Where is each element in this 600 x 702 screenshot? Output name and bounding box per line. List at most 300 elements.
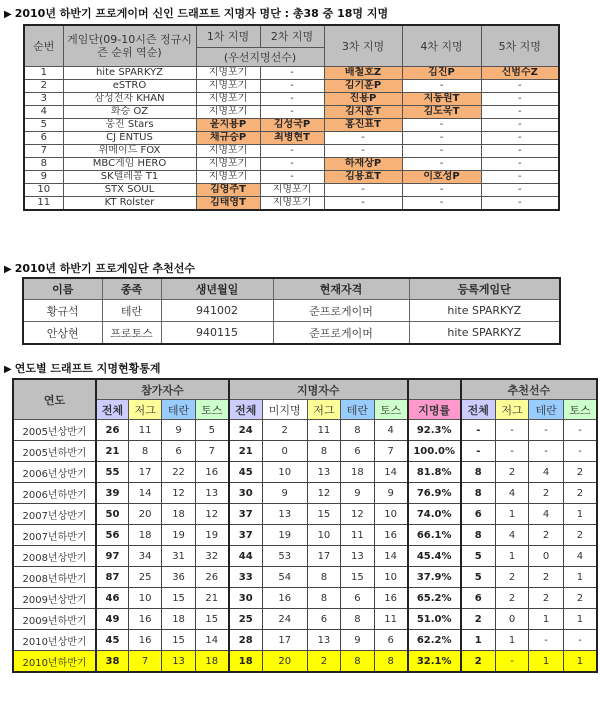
cell-round1: 지명포기 xyxy=(196,79,260,92)
cell-year: 2006년하반기 xyxy=(13,483,96,504)
cell-recommended-protoss: 2 xyxy=(563,588,597,609)
cell-birthdate: 940115 xyxy=(161,322,273,345)
cell-round1: 지명포기 xyxy=(196,92,260,105)
cell-drafted-protoss: 8 xyxy=(374,651,408,673)
cell-participants-terran: 15 xyxy=(162,588,195,609)
cell-round5: - xyxy=(481,131,559,144)
cell-round1: 김영주T xyxy=(196,183,260,196)
cell-year: 2008년하반기 xyxy=(13,567,96,588)
cell-participants-zerg: 10 xyxy=(128,588,161,609)
cell-recommended-terran: - xyxy=(529,630,564,651)
cell-participants-zerg: 34 xyxy=(128,546,161,567)
cell-team: CJ ENTUS xyxy=(63,131,196,144)
cell-recommended-protoss: 2 xyxy=(563,525,597,546)
stats-row xyxy=(13,504,597,525)
cell-rate: 37.9% xyxy=(408,567,461,588)
cell-participants-all: 87 xyxy=(96,567,128,588)
cell-drafted-protoss: 16 xyxy=(374,588,408,609)
cell-race: 프로토스 xyxy=(102,322,161,345)
cell-order: 11 xyxy=(24,196,63,210)
cell-drafted-protoss: 14 xyxy=(374,546,408,567)
section1-title-text: 2010년 하반기 프로게이머 신인 드래프트 지명자 명단 : 총38 중 18명 지명 xyxy=(14,7,389,20)
header-participants: 참가자수 xyxy=(96,379,229,400)
cell-participants-protoss: 7 xyxy=(195,441,228,462)
cell-participants-all: 39 xyxy=(96,483,128,504)
stats-row xyxy=(13,546,597,567)
cell-recommended-all: 8 xyxy=(461,462,496,483)
cell-drafted-protoss: 11 xyxy=(374,609,408,630)
draft-row xyxy=(24,196,559,210)
cell-round5: 신범수Z xyxy=(481,66,559,79)
cell-recommended-zerg: 4 xyxy=(495,483,528,504)
stats-row xyxy=(13,651,597,673)
cell-round1: 채규승P xyxy=(196,131,260,144)
cell-recommended-terran: 2 xyxy=(529,588,564,609)
cell-recommended-all: 8 xyxy=(461,483,496,504)
header-registered-team: 등록게임단 xyxy=(409,278,560,300)
cell-participants-zerg: 11 xyxy=(128,420,161,441)
stats-row xyxy=(13,588,597,609)
draft-row xyxy=(24,157,559,170)
cell-participants-terran: 9 xyxy=(162,420,195,441)
cell-drafted-zerg: 12 xyxy=(307,483,340,504)
cell-participants-protoss: 26 xyxy=(195,567,228,588)
cell-recommended-protoss: - xyxy=(563,630,597,651)
cell-status: 준프로게이머 xyxy=(273,300,409,322)
cell-drafted-zerg: 2 xyxy=(307,651,340,673)
cell-round4: 지동원T xyxy=(402,92,481,105)
cell-team: MBC게임 HERO xyxy=(63,157,196,170)
cell-undrafted: 17 xyxy=(262,630,307,651)
cell-round1: 김태영T xyxy=(196,196,260,210)
stats-row xyxy=(13,483,597,504)
cell-drafted-protoss: 10 xyxy=(374,504,408,525)
cell-participants-terran: 6 xyxy=(162,441,195,462)
cell-drafted-all: 18 xyxy=(229,651,262,673)
header-name: 이름 xyxy=(23,278,102,300)
cell-round5: - xyxy=(481,144,559,157)
cell-recommended-all: 2 xyxy=(461,651,496,673)
cell-rate: 92.3% xyxy=(408,420,461,441)
header-round2: 2차 지명 xyxy=(260,25,324,47)
cell-participants-all: 55 xyxy=(96,462,128,483)
cell-year: 2005년하반기 xyxy=(13,441,96,462)
cell-name: 황규석 xyxy=(23,300,102,322)
yearly-draft-stats-table xyxy=(12,378,598,673)
cell-undrafted: 20 xyxy=(262,651,307,673)
cell-drafted-terran: 9 xyxy=(341,483,374,504)
cell-round2: - xyxy=(260,170,324,183)
cell-round5: - xyxy=(481,196,559,210)
cell-participants-terran: 18 xyxy=(162,609,195,630)
cell-team: eSTRO xyxy=(63,79,196,92)
cell-drafted-terran: 15 xyxy=(341,567,374,588)
cell-recommended-protoss: 4 xyxy=(563,546,597,567)
header-recommended-all: 전체 xyxy=(461,400,496,420)
cell-round3: 홍진표T xyxy=(324,118,402,131)
cell-team: STX SOUL xyxy=(63,183,196,196)
cell-drafted-zerg: 8 xyxy=(307,588,340,609)
cell-round2: - xyxy=(260,92,324,105)
cell-round1: 윤지용P xyxy=(196,118,260,131)
cell-drafted-terran: 6 xyxy=(341,588,374,609)
draft-row xyxy=(24,118,559,131)
cell-participants-protoss: 14 xyxy=(195,630,228,651)
cell-drafted-all: 21 xyxy=(229,441,262,462)
cell-participants-zerg: 7 xyxy=(128,651,161,673)
cell-round5: - xyxy=(481,79,559,92)
cell-participants-all: 38 xyxy=(96,651,128,673)
cell-round3: 배철호Z xyxy=(324,66,402,79)
section3-title xyxy=(4,360,161,376)
cell-rate: 65.2% xyxy=(408,588,461,609)
cell-undrafted: 54 xyxy=(262,567,307,588)
stats-row xyxy=(13,420,597,441)
cell-recommended-all: 5 xyxy=(461,546,496,567)
cell-order: 4 xyxy=(24,105,63,118)
cell-drafted-protoss: 6 xyxy=(374,630,408,651)
cell-undrafted: 19 xyxy=(262,525,307,546)
section2-title-text: 2010년 하반기 프로게임단 추천선수 xyxy=(14,262,195,275)
cell-recommended-protoss: 1 xyxy=(563,504,597,525)
cell-round3: - xyxy=(324,183,402,196)
cell-round4: 김진P xyxy=(402,66,481,79)
cell-drafted-terran: 13 xyxy=(341,546,374,567)
cell-participants-protoss: 21 xyxy=(195,588,228,609)
cell-round1: 지명포기 xyxy=(196,66,260,79)
header-undrafted: 미지명 xyxy=(262,400,307,420)
cell-rate: 81.8% xyxy=(408,462,461,483)
cell-participants-terran: 13 xyxy=(162,651,195,673)
cell-participants-zerg: 8 xyxy=(128,441,161,462)
header-round5: 5차 지명 xyxy=(481,25,559,66)
cell-recommended-all: 6 xyxy=(461,588,496,609)
cell-recommended-protoss: 1 xyxy=(563,651,597,673)
cell-round2: 김성국P xyxy=(260,118,324,131)
cell-recommended-protoss: - xyxy=(563,420,597,441)
header-recommended: 추천선수 xyxy=(461,379,597,400)
cell-order: 5 xyxy=(24,118,63,131)
header-round4: 4차 지명 xyxy=(402,25,481,66)
cell-participants-all: 46 xyxy=(96,588,128,609)
cell-team: 웅진 Stars xyxy=(63,118,196,131)
cell-recommended-protoss: - xyxy=(563,441,597,462)
cell-order: 2 xyxy=(24,79,63,92)
header-priority: (우선지명선수) xyxy=(196,47,324,66)
cell-round3: - xyxy=(324,131,402,144)
cell-drafted-zerg: 8 xyxy=(307,567,340,588)
cell-drafted-all: 24 xyxy=(229,420,262,441)
cell-year: 2008년상반기 xyxy=(13,546,96,567)
cell-round4: - xyxy=(402,79,481,92)
header-drafted: 지명자수 xyxy=(229,379,408,400)
header-round3: 3차 지명 xyxy=(324,25,402,66)
header-participants-terran: 테란 xyxy=(162,400,195,420)
section2-title xyxy=(4,260,195,276)
cell-recommended-zerg: 2 xyxy=(495,588,528,609)
cell-drafted-terran: 11 xyxy=(341,525,374,546)
draft-row xyxy=(24,183,559,196)
cell-round3: - xyxy=(324,144,402,157)
cell-team: 화승 OZ xyxy=(63,105,196,118)
cell-race: 테란 xyxy=(102,300,161,322)
cell-recommended-zerg: - xyxy=(495,441,528,462)
header-order: 순번 xyxy=(24,25,63,66)
cell-participants-zerg: 25 xyxy=(128,567,161,588)
cell-participants-protoss: 19 xyxy=(195,525,228,546)
cell-recommended-zerg: 1 xyxy=(495,546,528,567)
cell-participants-protoss: 12 xyxy=(195,504,228,525)
cell-undrafted: 24 xyxy=(262,609,307,630)
cell-recommended-zerg: 0 xyxy=(495,609,528,630)
cell-round4: - xyxy=(402,183,481,196)
cell-round5: - xyxy=(481,118,559,131)
header-drafted-protoss: 토스 xyxy=(374,400,408,420)
cell-order: 8 xyxy=(24,157,63,170)
cell-drafted-zerg: 10 xyxy=(307,525,340,546)
cell-rate: 62.2% xyxy=(408,630,461,651)
cell-rate: 100.0% xyxy=(408,441,461,462)
cell-team: SK텔레콤 T1 xyxy=(63,170,196,183)
header-rate: 지명률 xyxy=(408,400,461,420)
cell-drafted-all: 25 xyxy=(229,609,262,630)
header-participants-zerg: 저그 xyxy=(128,400,161,420)
draft-row xyxy=(24,170,559,183)
draft-row xyxy=(24,92,559,105)
cell-undrafted: 53 xyxy=(262,546,307,567)
cell-rate: 32.1% xyxy=(408,651,461,673)
header-drafted-terran: 테란 xyxy=(341,400,374,420)
cell-recommended-protoss: 1 xyxy=(563,609,597,630)
cell-undrafted: 10 xyxy=(262,462,307,483)
header-recommended-terran: 테란 xyxy=(529,400,564,420)
cell-recommended-terran: 4 xyxy=(529,462,564,483)
cell-recommended-protoss: 1 xyxy=(563,567,597,588)
cell-status: 준프로게이머 xyxy=(273,322,409,345)
cell-round5: - xyxy=(481,170,559,183)
cell-drafted-zerg: 6 xyxy=(307,609,340,630)
cell-participants-terran: 31 xyxy=(162,546,195,567)
triangle-right-icon: ▶ xyxy=(4,264,12,275)
cell-year: 2010년상반기 xyxy=(13,630,96,651)
cell-drafted-terran: 18 xyxy=(341,462,374,483)
stats-row xyxy=(13,441,597,462)
section3-title-text: 연도별 드래프트 지명현황통계 xyxy=(14,362,161,375)
cell-drafted-all: 37 xyxy=(229,504,262,525)
cell-drafted-all: 30 xyxy=(229,588,262,609)
cell-round3: 김용효T xyxy=(324,170,402,183)
cell-recommended-terran: 1 xyxy=(529,609,564,630)
cell-drafted-terran: 8 xyxy=(341,609,374,630)
cell-drafted-zerg: 8 xyxy=(307,441,340,462)
cell-drafted-protoss: 16 xyxy=(374,525,408,546)
cell-participants-protoss: 32 xyxy=(195,546,228,567)
stats-row xyxy=(13,525,597,546)
cell-year: 2005년상반기 xyxy=(13,420,96,441)
draft-row xyxy=(24,79,559,92)
header-team: 게임단(09-10시즌 정규시즌 순위 역순) xyxy=(63,25,196,66)
cell-round2: 지명포기 xyxy=(260,196,324,210)
cell-participants-protoss: 13 xyxy=(195,483,228,504)
header-round1: 1차 지명 xyxy=(196,25,260,47)
cell-round2: 지명포기 xyxy=(260,183,324,196)
cell-year: 2009년하반기 xyxy=(13,609,96,630)
header-drafted-all: 전체 xyxy=(229,400,262,420)
cell-drafted-all: 28 xyxy=(229,630,262,651)
cell-round1: 지명포기 xyxy=(196,170,260,183)
cell-drafted-zerg: 11 xyxy=(307,420,340,441)
cell-drafted-terran: 9 xyxy=(341,630,374,651)
cell-recommended-terran: 4 xyxy=(529,504,564,525)
header-race: 종족 xyxy=(102,278,161,300)
cell-rate: 74.0% xyxy=(408,504,461,525)
cell-round1: 지명포기 xyxy=(196,157,260,170)
cell-registered-team: hite SPARKYZ xyxy=(409,322,560,345)
cell-participants-zerg: 20 xyxy=(128,504,161,525)
cell-round5: - xyxy=(481,157,559,170)
cell-order: 7 xyxy=(24,144,63,157)
cell-participants-terran: 19 xyxy=(162,525,195,546)
stats-row xyxy=(13,609,597,630)
cell-round5: - xyxy=(481,92,559,105)
cell-team: 위메이드 FOX xyxy=(63,144,196,157)
cell-recommended-terran: 2 xyxy=(529,483,564,504)
cell-drafted-all: 44 xyxy=(229,546,262,567)
cell-round3: 하재상P xyxy=(324,157,402,170)
cell-participants-zerg: 18 xyxy=(128,525,161,546)
cell-order: 9 xyxy=(24,170,63,183)
header-year: 연도 xyxy=(13,379,96,420)
cell-year: 2009년상반기 xyxy=(13,588,96,609)
recommended-players-table xyxy=(22,277,561,345)
cell-rate: 51.0% xyxy=(408,609,461,630)
cell-drafted-terran: 6 xyxy=(341,441,374,462)
cell-drafted-terran: 8 xyxy=(341,651,374,673)
cell-participants-protoss: 5 xyxy=(195,420,228,441)
cell-round4: - xyxy=(402,196,481,210)
cell-round4: 김도욱T xyxy=(402,105,481,118)
cell-participants-terran: 15 xyxy=(162,630,195,651)
cell-drafted-zerg: 17 xyxy=(307,546,340,567)
cell-drafted-protoss: 14 xyxy=(374,462,408,483)
cell-participants-terran: 36 xyxy=(162,567,195,588)
draft-row xyxy=(24,131,559,144)
cell-drafted-protoss: 4 xyxy=(374,420,408,441)
cell-participants-all: 50 xyxy=(96,504,128,525)
cell-round1: 지명포기 xyxy=(196,144,260,157)
cell-recommended-terran: 1 xyxy=(529,651,564,673)
cell-participants-all: 56 xyxy=(96,525,128,546)
header-recommended-protoss: 토스 xyxy=(563,400,597,420)
cell-team: 삼성전자 KHAN xyxy=(63,92,196,105)
cell-year: 2007년상반기 xyxy=(13,504,96,525)
cell-recommended-all: - xyxy=(461,441,496,462)
cell-recommended-all: 8 xyxy=(461,525,496,546)
cell-round2: 최병현T xyxy=(260,131,324,144)
cell-round1: 지명포기 xyxy=(196,105,260,118)
cell-drafted-terran: 8 xyxy=(341,420,374,441)
cell-participants-zerg: 16 xyxy=(128,609,161,630)
cell-undrafted: 16 xyxy=(262,588,307,609)
cell-recommended-all: 6 xyxy=(461,504,496,525)
cell-drafted-terran: 12 xyxy=(341,504,374,525)
header-recommended-zerg: 저그 xyxy=(495,400,528,420)
cell-recommended-terran: - xyxy=(529,420,564,441)
cell-team: hite SPARKYZ xyxy=(63,66,196,79)
cell-order: 1 xyxy=(24,66,63,79)
cell-drafted-all: 45 xyxy=(229,462,262,483)
cell-recommended-zerg: 1 xyxy=(495,630,528,651)
cell-participants-protoss: 15 xyxy=(195,609,228,630)
cell-participants-protoss: 18 xyxy=(195,651,228,673)
cell-undrafted: 9 xyxy=(262,483,307,504)
cell-year: 2006년상반기 xyxy=(13,462,96,483)
cell-recommended-all: 1 xyxy=(461,630,496,651)
cell-recommended-protoss: 2 xyxy=(563,483,597,504)
cell-team: KT Rolster xyxy=(63,196,196,210)
cell-order: 10 xyxy=(24,183,63,196)
cell-undrafted: 2 xyxy=(262,420,307,441)
cell-order: 6 xyxy=(24,131,63,144)
cell-participants-terran: 12 xyxy=(162,483,195,504)
cell-participants-all: 21 xyxy=(96,441,128,462)
draft-row xyxy=(24,144,559,157)
cell-order: 3 xyxy=(24,92,63,105)
cell-participants-all: 26 xyxy=(96,420,128,441)
cell-recommended-zerg: 1 xyxy=(495,504,528,525)
cell-round4: - xyxy=(402,131,481,144)
cell-round4: - xyxy=(402,157,481,170)
cell-recommended-zerg: - xyxy=(495,420,528,441)
cell-round3: - xyxy=(324,196,402,210)
cell-year: 2007년하반기 xyxy=(13,525,96,546)
header-participants-all: 전체 xyxy=(96,400,128,420)
cell-year: 2010년하반기 xyxy=(13,651,96,673)
header-rate-spacer xyxy=(408,379,461,400)
cell-round4: - xyxy=(402,144,481,157)
draft-row xyxy=(24,66,559,79)
header-drafted-zerg: 저그 xyxy=(307,400,340,420)
cell-drafted-all: 33 xyxy=(229,567,262,588)
cell-recommended-terran: 0 xyxy=(529,546,564,567)
cell-recommended-all: 2 xyxy=(461,609,496,630)
cell-drafted-all: 37 xyxy=(229,525,262,546)
cell-rate: 66.1% xyxy=(408,525,461,546)
cell-recommended-zerg: - xyxy=(495,651,528,673)
cell-recommended-terran: 2 xyxy=(529,525,564,546)
cell-birthdate: 941002 xyxy=(161,300,273,322)
cell-undrafted: 13 xyxy=(262,504,307,525)
recommended-row xyxy=(23,300,560,322)
cell-drafted-zerg: 13 xyxy=(307,630,340,651)
cell-round2: - xyxy=(260,157,324,170)
header-status: 현재자격 xyxy=(273,278,409,300)
cell-recommended-all: - xyxy=(461,420,496,441)
cell-round2: - xyxy=(260,66,324,79)
section1-title xyxy=(4,5,388,21)
cell-round5: - xyxy=(481,183,559,196)
cell-participants-protoss: 16 xyxy=(195,462,228,483)
cell-drafted-protoss: 9 xyxy=(374,483,408,504)
stats-row xyxy=(13,462,597,483)
cell-round4: 이호성P xyxy=(402,170,481,183)
cell-registered-team: hite SPARKYZ xyxy=(409,300,560,322)
cell-participants-terran: 22 xyxy=(162,462,195,483)
cell-rate: 45.4% xyxy=(408,546,461,567)
draft-row xyxy=(24,105,559,118)
triangle-right-icon: ▶ xyxy=(4,364,12,375)
cell-round2: - xyxy=(260,105,324,118)
